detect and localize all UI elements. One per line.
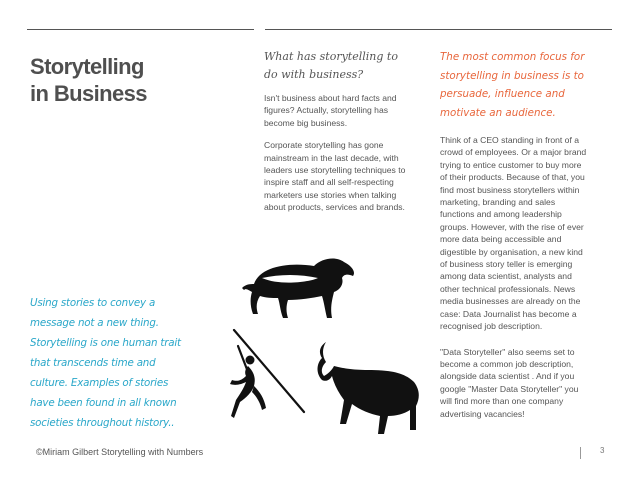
text-line: google "Master Data Storyteller" you	[440, 383, 579, 394]
text-line: Isn't business about hard facts and	[264, 93, 397, 103]
text-line: find most business storytellers within	[440, 184, 580, 195]
text-line: functions and among leadership	[440, 209, 562, 220]
spear-thrower-cave-figure-icon	[224, 326, 308, 426]
question-line: What has storytelling to	[264, 50, 398, 63]
highlight-line: storytelling in business is to	[440, 69, 584, 82]
quote-line: that transcends time and	[30, 357, 156, 369]
page-title	[30, 53, 240, 107]
text-line: among data scientist, analysts and	[440, 271, 572, 282]
top-rule-left	[27, 29, 254, 30]
quote-line: culture. Examples of stories	[30, 377, 169, 389]
text-line: advertising vacancies!	[440, 408, 525, 419]
title-line-1: Storytelling	[30, 54, 144, 79]
text-line: alongside data scientist . And if you	[440, 371, 575, 382]
page-number-divider	[580, 447, 581, 459]
highlight-line: The most common focus for	[440, 51, 585, 63]
text-line: trying to entice customer to buy more	[440, 159, 582, 170]
text-line: recognised job description.	[440, 321, 543, 332]
middle-column	[264, 48, 428, 224]
text-line: figures? Actually, storytelling has	[264, 105, 389, 116]
quote-line: Using stories to convey a	[30, 297, 156, 309]
text-line: become a common job description,	[440, 358, 574, 369]
text-line: mainstream in the last decade, with	[264, 152, 399, 163]
text-line: will find more than one company	[440, 396, 564, 407]
highlight-line: persuade, influence and	[440, 88, 565, 100]
text-line: other technical professionals. News	[440, 283, 576, 294]
text-line: leaders use storytelling techniques to	[264, 165, 406, 176]
goat-cave-painting-icon	[312, 338, 436, 438]
right-column	[440, 48, 612, 433]
title-line-2: in Business	[30, 81, 147, 106]
top-rule-right	[265, 29, 612, 30]
question-line: do with business?	[264, 68, 364, 81]
text-line: of their products. Because of that, you	[440, 172, 585, 183]
text-line: become big business.	[264, 117, 348, 128]
text-line: marketers use stories when talking	[264, 189, 397, 200]
text-line: "Data Storyteller" also seems set to	[440, 346, 575, 357]
text-line: about products, services and brands.	[264, 202, 405, 213]
middle-paragraph-1	[264, 92, 428, 129]
quote-line: societies throughout history..	[30, 417, 175, 429]
text-line: Corporate storytelling has gone	[264, 140, 384, 151]
page-number: 3	[600, 446, 605, 455]
left-pull-quote	[30, 293, 240, 433]
middle-question	[264, 48, 428, 84]
right-paragraph-1	[440, 134, 612, 333]
text-line: inspire staff and all self-respecting	[264, 177, 394, 188]
text-line: groups. However, with the rise of ever	[440, 221, 584, 232]
text-line: marketing, branding and sales	[440, 197, 556, 208]
right-paragraph-2	[440, 346, 612, 420]
quote-line: have been found in all known	[30, 397, 177, 409]
text-line: case: Data Journalist has become a	[440, 308, 577, 319]
text-line: crowd of employees. Or a major brand	[440, 147, 587, 158]
right-highlight	[440, 48, 612, 122]
quote-line: Storytelling is one human trait	[30, 337, 181, 349]
bison-cave-painting-icon	[240, 248, 360, 328]
text-line: digestible by organisation, a new kind	[440, 246, 583, 257]
text-line: Think of a CEO standing in front of a	[440, 135, 580, 145]
text-line: of business story teller is emerging	[440, 259, 573, 270]
middle-paragraph-2	[264, 139, 428, 213]
footer-credit: ©Miriam Gilbert Storytelling with Numbers	[36, 447, 204, 457]
text-line: media businesses are already on the	[440, 296, 581, 307]
quote-line: message not a new thing.	[30, 317, 159, 329]
highlight-line: motivate an audience.	[440, 106, 556, 119]
text-line: more data being accessible and	[440, 234, 562, 245]
